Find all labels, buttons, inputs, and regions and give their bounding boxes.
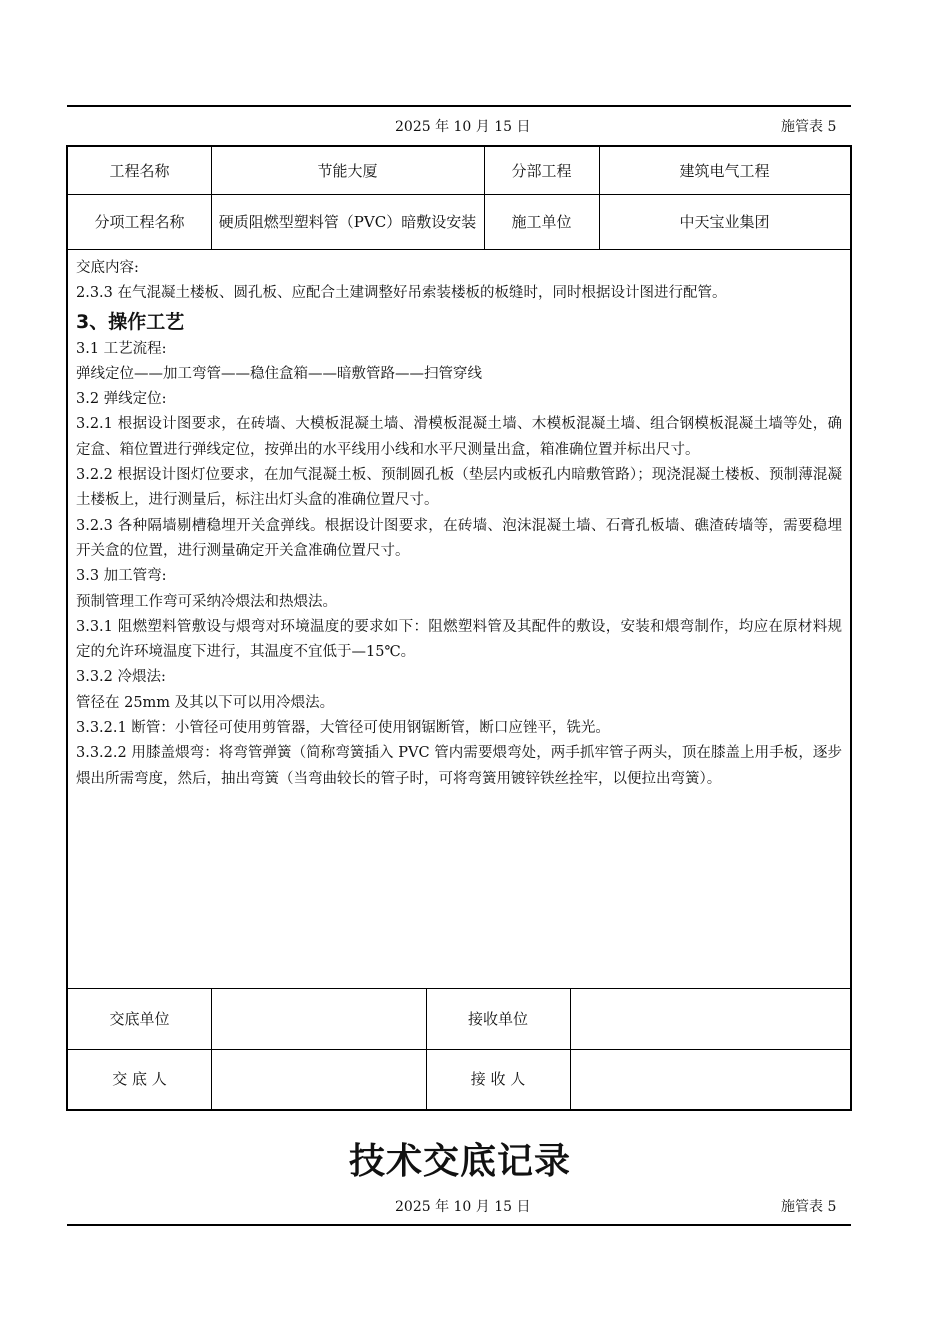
content-paragraph: 3.3.2.1 断管：小管径可使用剪管器，大管径可使用钢锯断管，断口应锉平，铣光。 [76, 720, 610, 737]
subitem-value: 硬质阻燃型塑料管（PVC）暗敷设安装 [218, 212, 477, 231]
content-label: 交底内容: [76, 260, 139, 276]
content-paragraph: 预制管理工作弯可采纳冷煨法和热煨法。 [76, 593, 337, 610]
handover-person-label: 交 底 人 [112, 1070, 167, 1088]
content-paragraph: 3.2.1 根据设计图要求，在砖墙、大模板混凝土墙、滑模板混凝土墙、木模板混凝土墙、组合钢模板混凝土墙等处，确定盒、箱位置进行弹线定位，按弹出的水平线用小线和水平尺测量出盒，箱准确位置并标出尺寸。 [76, 416, 842, 458]
content-paragraph: 3.2.3 各种隔墙剔槽稳埋开关盒弹线。根据设计图要求，在砖墙、泡沫混凝土墙、石膏孔板墙、礁渣砖墙等，需要稳埋开关盒的位置，进行测量确定开关盒准确位置尺寸。 [76, 517, 842, 559]
header-date: 2025 年 10 月 15 日 [395, 119, 531, 135]
receiving-unit-label: 接收单位 [467, 1009, 528, 1028]
content-paragraph: 2.3.3 在气混凝土楼板、圆孔板、应配合土建调整好吊索装楼板的板缝时，同时根据设计图进行配管。 [76, 285, 727, 302]
content-paragraph: 3.3 加工管弯: [76, 568, 167, 585]
construction-unit-label: 施工单位 [511, 212, 572, 231]
subitem-label: 分项工程名称 [94, 212, 185, 231]
header-form-number: 施管表 5 [781, 119, 837, 135]
handover-content [76, 256, 842, 792]
bottom-rule [67, 1224, 851, 1226]
next-page-date: 2025 年 10 月 15 日 [395, 1199, 531, 1215]
section-heading: 3、操作工艺 [76, 310, 185, 333]
document-title: 技术交底记录 [348, 1141, 571, 1182]
content-paragraph: 3.3.2 冷煨法: [76, 669, 166, 686]
project-name-value: 节能大厦 [317, 161, 378, 180]
top-rule [67, 105, 851, 107]
division-value: 建筑电气工程 [679, 161, 770, 180]
handover-unit-value [211, 988, 426, 1049]
receiving-unit-value [570, 988, 850, 1049]
next-page-form-number: 施管表 5 [781, 1199, 837, 1215]
division-label: 分部工程 [511, 161, 572, 180]
receiving-person-label: 接 收 人 [470, 1070, 526, 1088]
construction-unit-value: 中天宝业集团 [679, 212, 770, 231]
receiving-person-value [570, 1049, 850, 1109]
content-paragraph: 管径在 25mm 及其以下可以用冷煨法。 [76, 694, 335, 711]
content-paragraph: 3.2 弹线定位: [76, 391, 167, 408]
content-paragraph: 3.3.2.2 用膝盖煨弯：将弯管弹簧（简称弯簧插入 PVC 管内需要煨弯处，两手抓牢管子两头，顶在膝盖上用手板，逐步煨出所需弯度，然后，抽出弯簧（当弯曲较长的管子时，可将弯簧用镀锌铁丝拴牢，以便拉出弯簧）。 [76, 745, 842, 787]
content-paragraph: 3.2.2 根据设计图灯位要求，在加气混凝土板、预制圆孔板（垫层内或板孔内暗敷管路）；现浇混凝土楼板、预制薄混凝土楼板上，进行测量后，标注出灯头盒的准确位置尺寸。 [76, 467, 842, 509]
content-paragraph: 弹线定位——加工弯管——稳住盒箱——暗敷管路——扫管穿线 [76, 365, 482, 382]
content-paragraph: 3.3.1 阻燃塑料管敷设与煨弯对环境温度的要求如下：阻燃塑料管及其配件的敷设，安装和煨弯制作，均应在原材料规定的允许环境温度下进行，其温度不宜低于—15℃。 [76, 618, 842, 661]
project-name-label: 工程名称 [109, 161, 170, 180]
handover-unit-label: 交底单位 [109, 1009, 170, 1028]
handover-person-value [211, 1049, 426, 1109]
content-paragraph: 3.1 工艺流程: [76, 340, 167, 357]
